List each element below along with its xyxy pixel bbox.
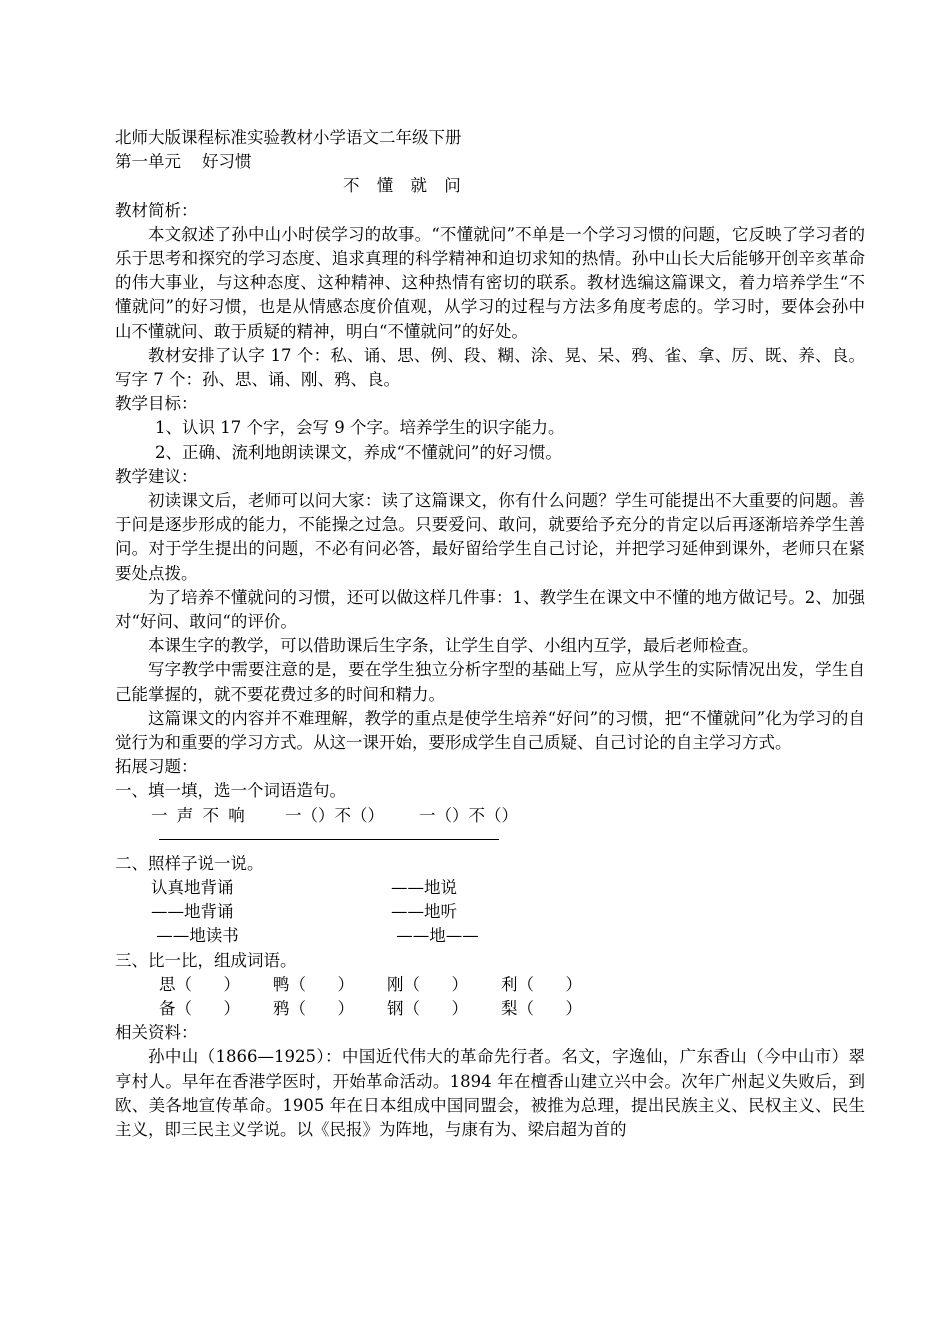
- exercise-2-row-1-left: 认真地背诵: [151, 878, 234, 898]
- exercise-2-row-2-left: ——地背诵: [151, 902, 234, 922]
- analysis-paragraph-2: 教材安排了认字 17 个：私、诵、思、例、段、糊、涂、晃、呆、鸦、雀、拿、厉、既、养、良。写字 7 个：孙、思、诵、刚、鸦、良。: [115, 345, 865, 389]
- suggestion-paragraph-2: 为了培养不懂就问的习惯，还可以做这样几件事：1、教学生在课文中不懂的地方做记号。2、加强对“好问、敢问“的评价。: [115, 587, 865, 631]
- references-paragraph-1: 孙中山（1866—1925）：中国近代伟大的革命先行者。名文，字逸仙，广东香山（今中山市）翠亨村人。早年在香港学医时，开始革命活动。1894 年在檀香山建立兴中会。次年广州起义失败后，到欧、美各地宣传革命。1905 年在日本组成中国同盟会，被推为总理，提出民族主义、民权主义、民生主义，即三民主义学说。以《民报》为阵地，与康有为、梁启超为首的: [115, 1047, 865, 1140]
- exercise-3-row-1-cell-3: 刚（ ）: [387, 974, 468, 994]
- exercise-3-row-1-cell-2: 鸭（ ）: [273, 974, 354, 994]
- exercise-3-row-2-cell-1: 备（ ）: [159, 999, 240, 1019]
- exercise-1-item-2: 一（）不（）: [285, 805, 384, 825]
- exercise-2-title: 二、照样子说一说。: [115, 853, 264, 873]
- goal-item-2: 2、正确、流利地朗读课文，养成“不懂就问”的好习惯。: [155, 442, 562, 462]
- exercise-1-title: 一、填一填，选一个词语造句。: [115, 781, 346, 801]
- suggestion-paragraph-5: 这篇课文的内容并不难理解，教学的重点是使学生培养“好问”的习惯，把“不懂就问”化为学习的自觉行为和重要的学习方式。从这一课开始，要形成学生自己质疑、自己讨论的自主学习方式。: [115, 708, 865, 752]
- exercise-3-row-1-cell-1: 思（ ）: [159, 974, 240, 994]
- suggestion-paragraph-1: 初读课文后，老师可以问大家：读了这篇课文，你有什么问题？学生可能提出不大重要的问题。善于问是逐步形成的能力，不能操之过急。只要爱问、敢问，就要给予充分的肯定以后再逐渐培养学生善问。对于学生提出的问题，不必有问必答，最好留给学生自己讨论，并把学习延伸到课外，老师只在紧要处点拨。: [115, 490, 865, 583]
- exercise-2-row-2-right: ——地听: [391, 902, 457, 922]
- exercise-2-row-3: [115, 924, 865, 948]
- exercise-1-item-3: 一（）不（）: [419, 805, 518, 825]
- exercise-3-row-2-cell-3: 钢（ ）: [387, 999, 468, 1019]
- exercise-2-row-1: [115, 876, 865, 900]
- goal-item-1: 1、认识 17 个字，会写 9 个字。培养学生的识字能力。: [155, 418, 565, 438]
- analysis-paragraph-1: 本文叙述了孙中山小时侯学习的故事。“不懂就问”不单是一个学习习惯的问题，它反映了学习者的乐于思考和探究的学习态度、追求真理的科学精神和迫切求知的热情。孙中山长大后能够开创辛亥革命的伟大事业，与这种态度、这种精神、这种热情有密切的联系。教材选编这篇课文，着力培养学生“不懂就问”的好习惯，也是从情感态度价值观，从学习的过程与方法多角度考虑的。学习时，要体会孙中山不懂就问、敢于质疑的精神，明白“不懂就问”的好处。: [115, 224, 865, 341]
- exercise-3-row-2-cell-4: 梨（ ）: [501, 999, 582, 1019]
- answer-line: [159, 828, 499, 852]
- book-title: 北师大版课程标准实验教材小学语文二年级下册: [115, 128, 462, 147]
- goals-heading: 教学目标：: [115, 394, 198, 414]
- exercise-1-items: [115, 804, 865, 828]
- exercise-3-row-1: [115, 973, 865, 997]
- suggestions-heading: 教学建议：: [115, 466, 198, 486]
- references-heading: 相关资料：: [115, 1023, 198, 1043]
- exercises-heading: 拓展习题：: [115, 757, 198, 777]
- exercise-2-row-3-right: ——地——: [391, 926, 479, 946]
- exercise-3-row-1-cell-4: 利（ ）: [501, 974, 582, 994]
- unit-title: 第一单元 好习惯: [115, 152, 252, 172]
- exercise-1-item-1: 一 声 不 响: [151, 805, 247, 825]
- exercise-2-row-1-right: ——地说: [391, 878, 457, 898]
- exercise-2-row-3-left: ——地读书: [151, 926, 239, 946]
- exercise-3-row-2-cell-2: 鸦（ ）: [273, 999, 354, 1019]
- lesson-title: 不 懂 就 问: [343, 176, 467, 196]
- exercise-3-title: 三、比一比，组成词语。: [115, 950, 297, 970]
- analysis-heading: 教材简析：: [115, 200, 198, 220]
- exercise-2-row-2: [115, 900, 865, 924]
- document-page: [115, 126, 865, 1142]
- suggestion-paragraph-4: 写字教学中需要注意的是，要在学生独立分析字型的基础上写，应从学生的实际情况出发，学生自己能掌握的，就不要花费过多的时间和精力。: [115, 660, 865, 704]
- exercise-3-row-2: [115, 997, 865, 1021]
- suggestion-paragraph-3: 本课生字的教学，可以借助课后生字条，让学生自学、小组内互学，最后老师检查。: [148, 636, 759, 656]
